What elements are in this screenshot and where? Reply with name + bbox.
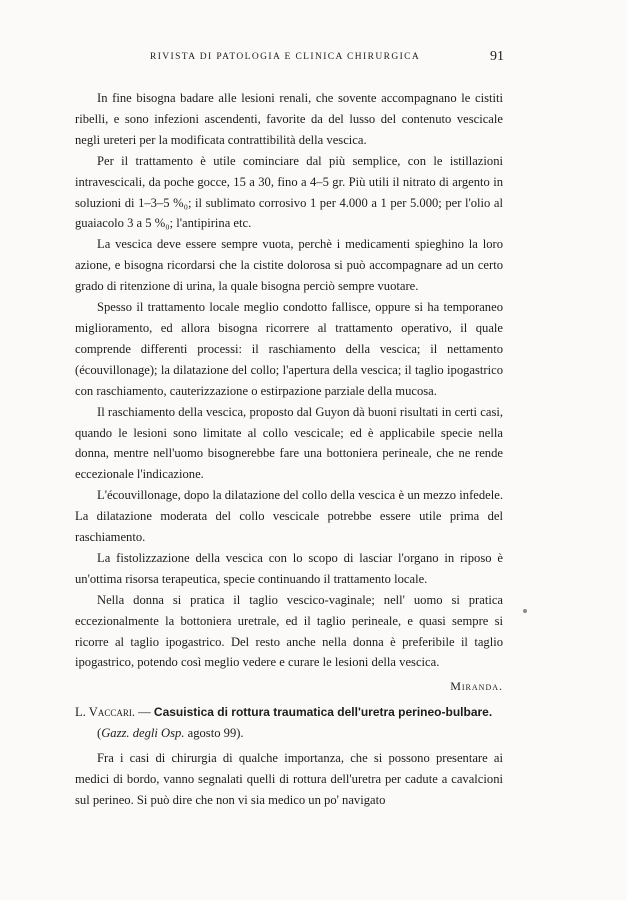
body-text bbox=[75, 88, 503, 697]
running-title: RIVISTA DI PATOLOGIA E CLINICA CHIRURGICA bbox=[150, 52, 421, 62]
paragraph-7: La fistolizzazione della vescica con lo scopo di lasciar l'organo in riposo è un'ottima risorsa terapeutica, specie continuando il trattamento locale. bbox=[75, 550, 503, 586]
paragraph-3: La vescica deve essere sempre vuota, perchè i medicamenti spieghino la loro azione, e bisogna ricordarsi che la cistite dolorosa si può accompagnare ad un certo grado di ritenzione di urina, la quale bisogna perciò sempre vuotare. bbox=[75, 237, 503, 294]
paragraph-1: In fine bisogna badare alle lesioni renali, che sovente accompagnano le cistiti ribelli, e sono infezioni ascendenti, favorite da del lusso del contenuto vescicale negli ureteri per la modificata contrattibilità della vescica. bbox=[75, 91, 503, 147]
paragraph-5: Il raschiamento della vescica, proposto dal Guyon dà buoni risultati in certi casi, quando le lesioni sono limitate al collo vescicale; ed è applicabile specie nella donna, mentre nell'uomo bisognerebbe fare una bottoniera perineale, che ne rende eccezionale l'indicazione. bbox=[75, 404, 503, 482]
source-journal: Gazz. degli Osp. bbox=[101, 725, 185, 740]
article-source bbox=[75, 723, 503, 744]
heading-dash: — bbox=[135, 705, 154, 719]
margin-speck bbox=[523, 609, 527, 613]
article-heading bbox=[75, 702, 503, 723]
page-number: 91 bbox=[490, 49, 504, 64]
paragraph-4: Spesso il trattamento locale meglio condotto fallisce, oppure si ha temporaneo miglioramento, ed allora bisogna ricorrere al trattamento operativo, il quale comprende differenti processi: il raschiamento della vescica; il nettamento (écouvillonage); la dilatazione del collo; l'apertura della vescica; il taglio ipogastrico con raschiamento, cauterizzazione o estirpazione parziale della mucosa. bbox=[75, 300, 503, 398]
article-paragraph: Fra i casi di chirurgia di qualche importanza, che si possono presentare ai medici di bordo, vanno segnalati quelli di rottura dell'uretra per cadute a cavalcioni sul perineo. Si può dire che non vi sia medico un po' navigato bbox=[75, 750, 503, 807]
article-section bbox=[75, 702, 503, 811]
paragraph-8: Nella donna si pratica il taglio vescico-vaginale; nell' uomo si pratica eccezionalmente la bottoniera uretrale, ed il taglio perineale, e quasi sempre si ricorre al taglio ipogastrico. Del resto anche nella donna è preferibile il taglio ipogastrico, potendo così meglio vedere e curare le lesioni della vescica. bbox=[75, 592, 503, 670]
paragraph-2: Per il trattamento è utile cominciare dal più semplice, con le istillazioni intravescicali, da poche gocce, 15 a 30, fino a 4–5 gr. Più utili il nitrato di argento in soluzioni di 1–3–5 %₀; il sublimato corrosivo 1 per 4.000 a 1 per 5.000; per l'olio al guaiacolo 3 a 5 %₀; l'antipirina etc. bbox=[75, 153, 503, 231]
source-date: agosto 99). bbox=[184, 725, 244, 740]
article-title: Casuistica di rottura traumatica dell'uretra perineo-bulbare. bbox=[153, 705, 493, 719]
page-header bbox=[0, 49, 627, 70]
source-open: ( bbox=[97, 725, 102, 740]
article-author: L. Vaccari. bbox=[75, 705, 136, 719]
signature: Miranda. bbox=[450, 679, 503, 694]
paragraph-6: L'écouvillonage, dopo la dilatazione del collo della vescica è un mezzo infedele. La dilatazione moderata del collo vescicale potrebbe essere utile prima del raschiamento. bbox=[75, 488, 503, 545]
